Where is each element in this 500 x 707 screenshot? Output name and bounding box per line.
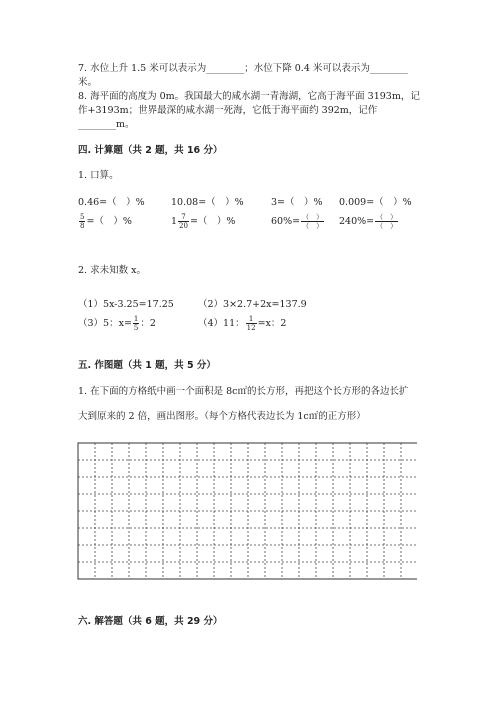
oral-r1-c: 3=（ ）% (271, 197, 323, 208)
numerator: （ ） (302, 213, 324, 221)
numerator: 1 (246, 315, 257, 324)
s5-q1-line1: 1. 在下面的方格纸中画一个面积是 8c㎡的长方形，再把这个长方形的各边长扩 (78, 386, 409, 397)
expr-head: 240%= (339, 216, 375, 227)
expr-head: 60%= (271, 216, 301, 227)
section5-title: 五. 作图题（共 1 题，共 5 分） (78, 360, 216, 371)
expr-tail: =x：2 (257, 318, 287, 329)
expr-tail: =（ ）% (86, 216, 132, 227)
denominator: （ ） (376, 222, 398, 230)
fraction (79, 213, 85, 230)
q7-line2: 米。 (78, 77, 98, 88)
denominator: （ ） (302, 222, 324, 230)
numerator: 5 (80, 213, 85, 221)
numerator: 7 (178, 213, 189, 222)
denominator: 5 (133, 324, 139, 332)
equation-3 (78, 315, 156, 332)
equation-4 (198, 315, 286, 332)
oral-r1-d: 0.009=（ ）% (339, 197, 412, 208)
oral-r2-b (171, 213, 235, 230)
numerator: 1 (133, 315, 139, 323)
q8-line2: 作+3193m；世界最深的咸水湖一死海，它低于海平面约 392m，记作 (78, 105, 378, 116)
q7-line1: 7. 水位上升 1.5 米可以表示为________；水位下降 0.4 米可以表示为________ (78, 63, 408, 74)
denominator: 20 (179, 222, 188, 230)
equation-1: （1）5x-3.25=17.25 (78, 299, 174, 310)
oral-r2-c (271, 213, 325, 230)
grid-paper (77, 442, 417, 585)
oral-r1-a: 0.46=（ ）% (78, 197, 145, 208)
s5-q1-line2: 大到原来的 2 倍，画出图形。（每个方格代表边长为 1c㎡的正方形） (78, 411, 366, 422)
fraction (178, 213, 189, 230)
fraction (133, 315, 139, 332)
equation-2: （2）3×2.7+2x=137.9 (198, 299, 307, 310)
q1-label: 1. 口算。 (78, 170, 119, 181)
q8-line1: 8. 海平面的高度为 0m。我国最大的咸水湖一青海湖，它高于海平面 3193m，记 (78, 91, 420, 102)
section6-title: 六. 解答题（共 6 题，共 29 分） (78, 616, 223, 627)
oral-r2-d (339, 213, 399, 230)
fraction (246, 315, 257, 332)
oral-r2-a (78, 213, 132, 230)
q8-line3: ________m。 (78, 119, 135, 130)
q2-label: 2. 求未知数 x。 (78, 265, 146, 276)
expr-head: （4）11： (198, 318, 245, 329)
section4-title: 四. 计算题（共 2 题，共 16 分） (78, 145, 223, 156)
whole-part: 1 (171, 216, 178, 227)
denominator: 12 (246, 324, 256, 332)
denominator: 8 (80, 222, 85, 230)
fraction (375, 213, 398, 230)
expr-tail: =（ ）% (189, 216, 236, 227)
fraction (301, 213, 324, 230)
numerator: （ ） (376, 213, 398, 221)
expr-head: （3）5：x= (78, 318, 132, 329)
oral-r1-b: 10.08=（ ）% (171, 197, 244, 208)
expr-tail: ：2 (140, 318, 156, 329)
